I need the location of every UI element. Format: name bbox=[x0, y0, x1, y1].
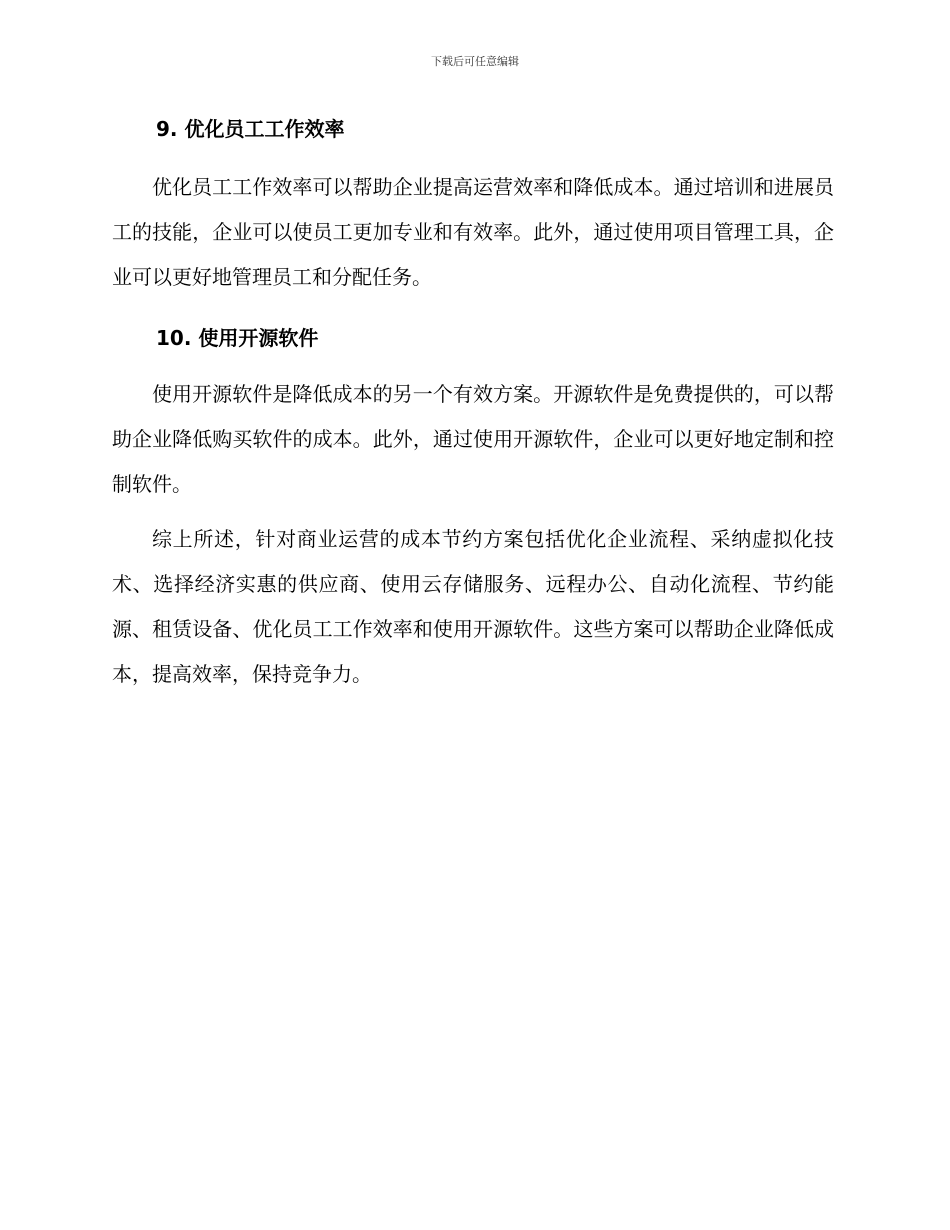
section-paragraph-9: 优化员工工作效率可以帮助企业提高运营效率和降低成本。通过培训和进展员工的技能，企业可以使员工更加专业和有效率。此外，通过使用项目管理工具，企业可以更好地管理员工和分配任务。 bbox=[112, 175, 834, 289]
document-body bbox=[112, 113, 834, 697]
page-header: 下载后可任意编辑 bbox=[431, 55, 519, 68]
conclusion-paragraph: 综上所述，针对商业运营的成本节约方案包括优化企业流程、采纳虚拟化技术、选择经济实惠的供应商、使用云存储服务、远程办公、自动化流程、节约能源、租赁设备、优化员工工作效率和使用开源软件。这些方案可以帮助企业降低成本，提高效率，保持竞争力。 bbox=[112, 527, 834, 686]
section-heading-9: 9. 优化员工工作效率 bbox=[156, 117, 345, 141]
section-heading-10: 10. 使用开源软件 bbox=[156, 326, 319, 350]
section-paragraph-10: 使用开源软件是降低成本的另一个有效方案。开源软件是免费提供的，可以帮助企业降低购买软件的成本。此外，通过使用开源软件，企业可以更好地定制和控制软件。 bbox=[112, 382, 834, 496]
